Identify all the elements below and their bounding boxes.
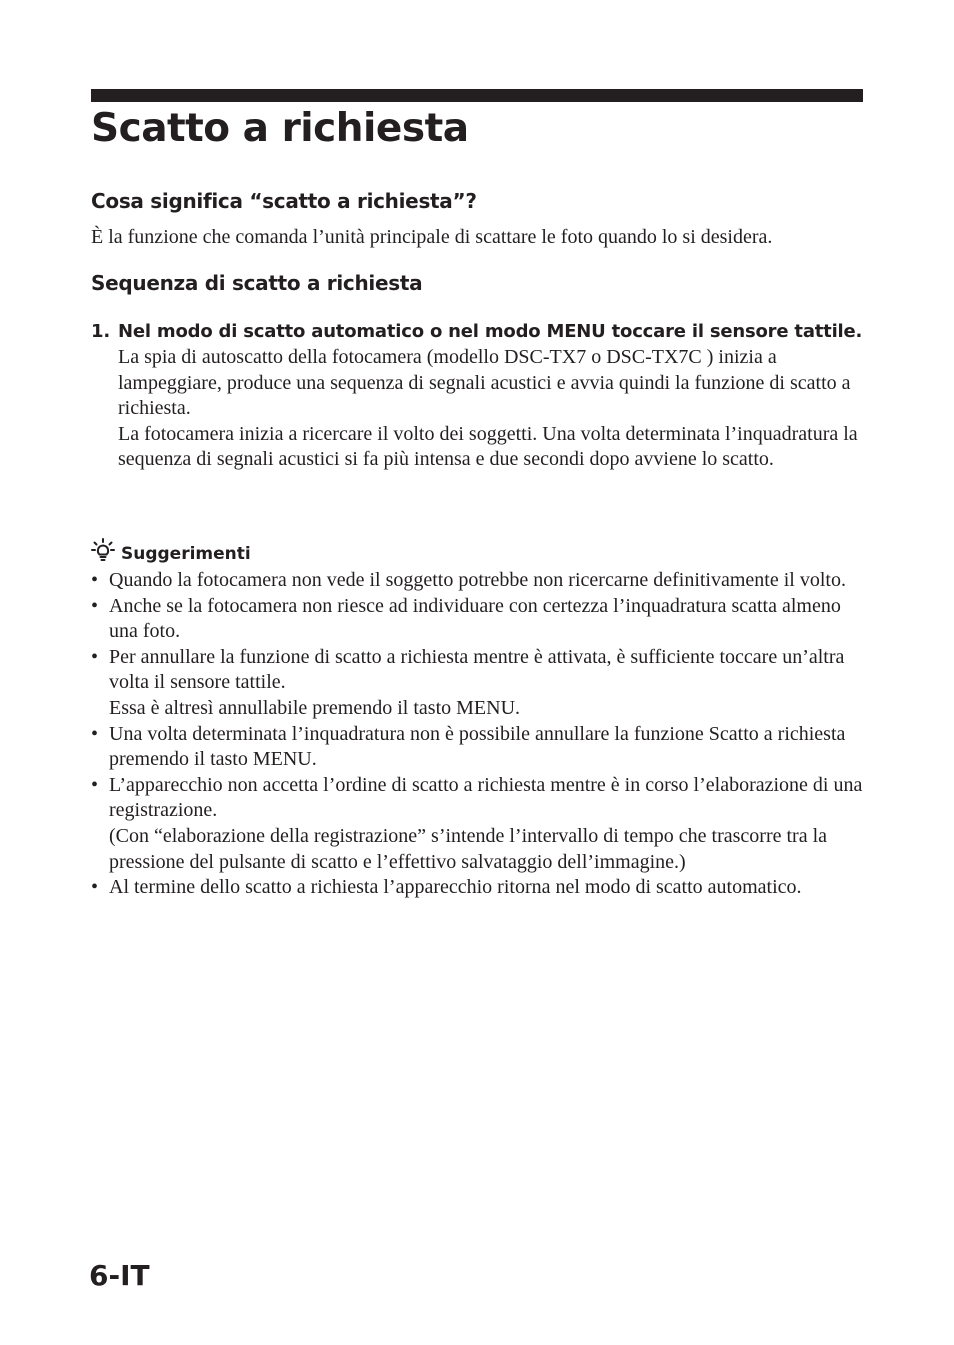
- tip-text: Al termine dello scatto a richiesta l’apparecchio ritorna nel modo di scatto automatico.: [109, 876, 802, 899]
- tip-item: • Per annullare la funzione di scatto a richiesta mentre è attivata, è sufficiente toccare un’altra volta il sensore tattile. Essa è altresì annullabile premendo il tasto MENU.: [91, 645, 866, 722]
- tip-text: L’apparecchio non accetta l’ordine di scatto a richiesta mentre è in corso l’elaborazione di una registrazione.: [109, 773, 863, 822]
- step-number: 1.: [91, 321, 110, 342]
- step-1: [91, 318, 863, 473]
- tip-text: Una volta determinata l’inquadratura non è possibile annullare la funzione Scatto a richiesta premendo il tasto MENU.: [109, 722, 846, 771]
- section-heading-sequence: Sequenza di scatto a richiesta: [91, 271, 423, 295]
- title-rule: [91, 89, 863, 102]
- section-heading-meaning: Cosa significa “scatto a richiesta”?: [91, 189, 477, 213]
- tips-header: [91, 540, 251, 568]
- step-title: Nel modo di scatto automatico o nel modo MENU toccare il sensore tattile.: [118, 321, 863, 342]
- section-intro-text: È la funzione che comanda l’unità principale di scattare le foto quando lo si desidera.: [91, 226, 773, 248]
- tip-text: Essa è altresì annullabile premendo il tasto MENU.: [109, 696, 521, 719]
- step-heading: [91, 318, 863, 345]
- tips-list: [91, 568, 866, 901]
- tip-text: Quando la fotocamera non vede il soggetto potrebbe non ricercarne definitivamente il volto.: [109, 569, 846, 591]
- tip-item: • Una volta determinata l’inquadratura non è possibile annullare la funzione Scatto a richiesta premendo il tasto MENU.: [91, 722, 866, 773]
- step-body: [91, 345, 863, 473]
- tip-item: • Anche se la fotocamera non riesce ad individuare con certezza l’inquadratura scatta almeno una foto.: [91, 594, 866, 645]
- page-title: Scatto a richiesta: [91, 106, 469, 151]
- lightbulb-icon: [91, 538, 121, 571]
- tip-text: Anche se la fotocamera non riesce ad individuare con certezza l’inquadratura scatta almeno una foto.: [109, 594, 841, 643]
- step-paragraph: La fotocamera inizia a ricercare il volto dei soggetti. Una volta determinata l’inquadratura la sequenza di segnali acustici si fa più intensa e due secondi dopo avviene lo scatto.: [118, 422, 858, 471]
- tips-heading: Suggerimenti: [121, 544, 251, 564]
- tip-item: • Quando la fotocamera non vede il soggetto potrebbe non ricercarne definitivamente il volto.: [91, 568, 866, 594]
- tip-text: Per annullare la funzione di scatto a richiesta mentre è attivata, è sufficiente toccare un’altra volta il sensore tattile.: [109, 645, 845, 694]
- tip-item: • L’apparecchio non accetta l’ordine di scatto a richiesta mentre è in corso l’elaborazione di una registrazione. (Con “elaborazione della registrazione” s’intende l’intervallo di tempo che trascorre tra la pressione del pulsante di scatto e l’effettivo salvataggio dell’immagine.): [91, 773, 866, 875]
- tip-text: (Con “elaborazione della registrazione” s’intende l’intervallo di tempo che trascorre tra la pressione del pulsante di scatto e l’effettivo salvataggio dell’immagine.): [109, 824, 828, 873]
- tip-item: • Al termine dello scatto a richiesta l’apparecchio ritorna nel modo di scatto automatico.: [91, 875, 866, 901]
- page-number: 6-IT: [89, 1259, 150, 1292]
- step-paragraph: La spia di autoscatto della fotocamera (modello DSC-TX7 o DSC-TX7C ) inizia a lampeggiare, produce una sequenza di segnali acustici e avvia quindi la funzione di scatto a richiesta.: [118, 346, 851, 420]
